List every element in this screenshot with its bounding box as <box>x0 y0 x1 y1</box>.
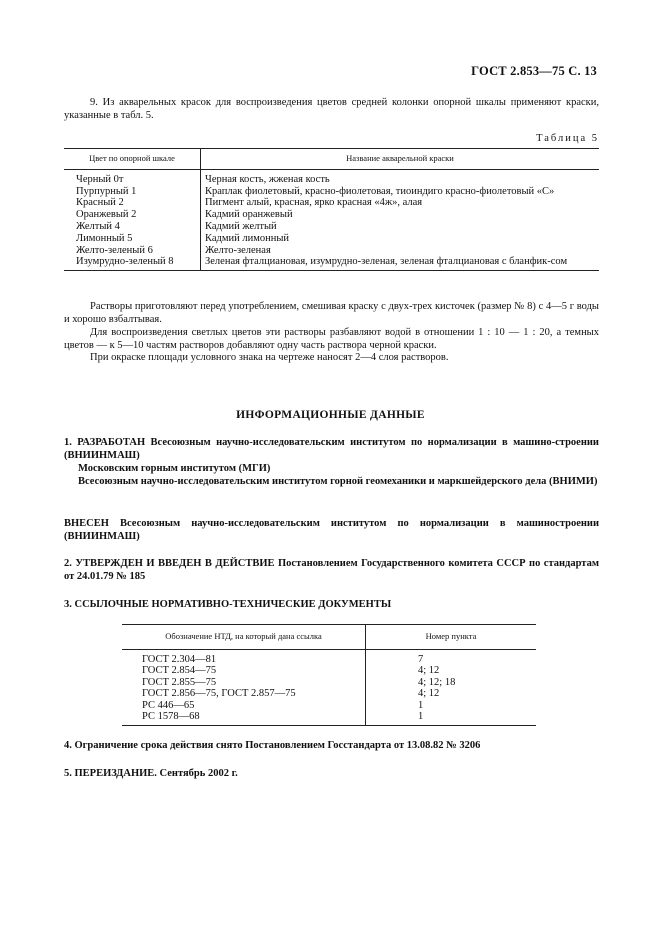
table-cell: 4; 12 <box>418 688 440 699</box>
table-cell: Желто-зеленая <box>205 244 271 256</box>
table-cell: ГОСТ 2.304—81 <box>122 649 366 665</box>
info-item-4: 4. Ограничение срока действия снято Постановлением Госстандарта от 13.08.82 № 3206 <box>64 740 481 751</box>
table-row <box>122 665 536 677</box>
table-row <box>64 233 599 245</box>
info-item-5: 5. ПЕРЕИЗДАНИЕ. Сентябрь 2002 г. <box>64 768 238 779</box>
table-cell: Черный 0т <box>64 169 201 185</box>
table-cell: Кадмий оранжевый <box>205 209 293 221</box>
table5-caption: Таблица 5 <box>536 133 599 144</box>
table-cell: Пигмент алый, красная, ярко красная «4ж», алая <box>205 197 423 209</box>
table-cell: ГОСТ 2.855—75 <box>122 677 366 689</box>
table-header-row <box>64 149 599 170</box>
table-cell: Лимонный 5 <box>64 233 201 245</box>
table-cell: Оранжевый 2 <box>64 209 201 221</box>
table-cell: Кадмий лимонный <box>205 232 290 244</box>
table-cell: 4; 12 <box>418 665 440 676</box>
table-cell: Краплак фиолетовый, красно-фиолетовая, тиоиндиго красно-фиолетовый «С» <box>205 185 555 197</box>
info-heading: ИНФОРМАЦИОННЫЕ ДАННЫЕ <box>236 409 425 421</box>
table-cell: РС 446—65 <box>122 700 366 712</box>
table-cell: Изумрудно-зеленый 8 <box>64 256 201 270</box>
table-cell: 1 <box>418 711 424 722</box>
info-item-1 <box>64 436 599 488</box>
table-row <box>64 245 599 257</box>
info-item-3: 3. ССЫЛОЧНЫЕ НОРМАТИВНО-ТЕХНИЧЕСКИЕ ДОКУМЕНТЫ <box>64 599 392 610</box>
table-cell: ГОСТ 2.854—75 <box>122 665 366 677</box>
paragraph: Растворы приготовляют перед употреблением, смешивая краску с двух-трех кисточек (размер № 8) с 4—5 г воды и хорошо взбалтывая. <box>64 301 599 325</box>
table-cell: Желто-зеленый 6 <box>64 245 201 257</box>
page-header: ГОСТ 2.853—75 С. 13 <box>471 64 597 78</box>
info-item-1-sub: Всесоюзным научно-исследовательским институтом горной геомеханики и маркшейдерского дела (ВНИМИ) <box>78 476 598 487</box>
table-cell: Зеленая фталциановая, изумрудно-зеленая, зеленая фталциановая с бланфик-сом <box>205 256 568 268</box>
table-cell: Красный 2 <box>64 197 201 209</box>
table-row <box>122 700 536 712</box>
column-header: Обозначение НТД, на который дана ссылка <box>122 625 366 650</box>
paragraph: При окраске площади условного знака на чертеже наносят 2—4 слоя растворов. <box>90 352 449 363</box>
table-cell: 1 <box>418 699 424 711</box>
table-row <box>122 649 536 665</box>
table-row <box>122 688 536 700</box>
table-cell: 4; 12; 18 <box>418 676 456 688</box>
info-item-1-sub: Московским горным институтом (МГИ) <box>78 463 271 474</box>
column-header: Номер пункта <box>366 625 537 650</box>
table-5 <box>64 148 599 271</box>
table-row <box>64 221 599 233</box>
paragraph: Для воспроизведения светлых цветов эти растворы разбавляют водой в отношении 1 : 10 — 1 : 20, а темных цветов — к 5—10 частям растворов добавляют одну часть раствора черной краски. <box>64 327 599 351</box>
table-cell: РС 1578—68 <box>122 711 366 725</box>
table-cell: Кадмий желтый <box>205 220 277 232</box>
table-row <box>64 197 599 209</box>
column-header: Цвет по опорной шкале <box>64 149 201 170</box>
table-row <box>64 256 599 270</box>
table-row <box>122 677 536 689</box>
column-header: Название акварельной краски <box>201 149 600 170</box>
paragraph-9: 9. Из акварельных красок для воспроизведения цветов средней колонки опорной шкалы применяют краски, указанные в табл. 5. <box>64 97 599 121</box>
table-row <box>122 711 536 725</box>
table-header-row <box>122 625 536 650</box>
info-item-2: 2. УТВЕРЖДЕН И ВВЕДЕН В ДЕЙСТВИЕ Постановлением Государственного комитета СССР по стандартам от 24.01.79 № 185 <box>64 558 599 582</box>
info-vnesen: ВНЕСЕН Всесоюзным научно-исследовательским институтом по нормализации в машиностроении (ВНИИНМАШ) <box>64 518 599 542</box>
table-cell: Черная кость, жженая кость <box>205 173 330 185</box>
table-row <box>64 186 599 198</box>
table-cell: 7 <box>418 653 424 665</box>
table-row <box>64 209 599 221</box>
reference-table <box>122 624 536 726</box>
table-cell: ГОСТ 2.856—75, ГОСТ 2.857—75 <box>122 688 366 700</box>
table-cell: Желтый 4 <box>64 221 201 233</box>
table-cell: Пурпурный 1 <box>64 186 201 198</box>
info-item-1-lead: 1. РАЗРАБОТАН Всесоюзным научно-исследовательским институтом по нормализации в машино-строении (ВНИИНМАШ) <box>64 437 599 461</box>
table-row <box>64 169 599 185</box>
